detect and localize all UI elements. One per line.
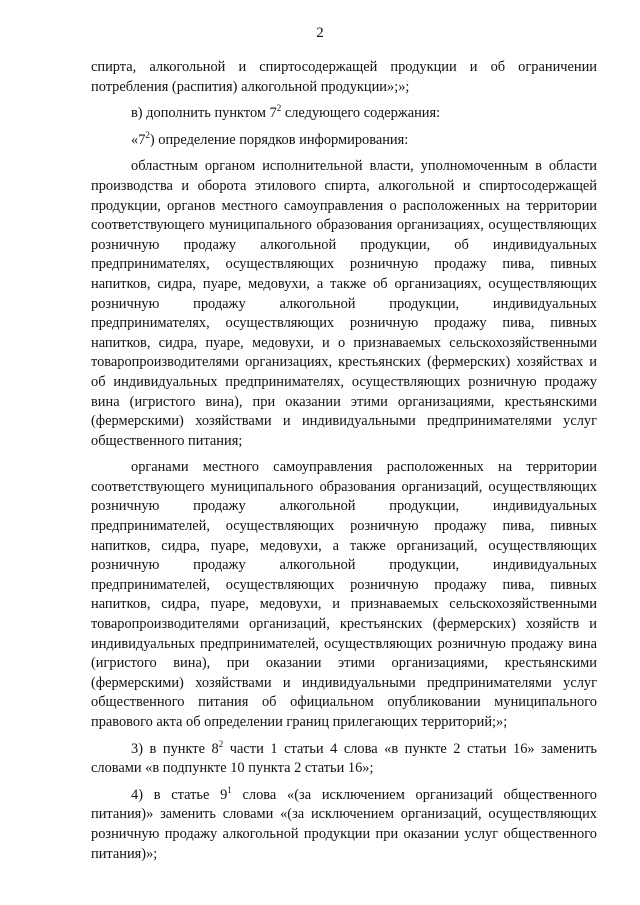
paragraph-local-government: органами местного самоуправления расположенных на территории соответствующего муниципального образования организаций, осуществляющих розничную продажу алкогольной продукции, индивидуальных предпринимателей, осуществляющих розничную продажу пива, пивных напитков, сидра, пуаре, медовухи, а также организаций, осуществляющих розничную продажу алкогольной продукции, индивидуальных предпринимателей, осуществляющих розничную продажу пива, пивных напитков, сидра, пуаре, медовухи, и признаваемых сельскохозяйственными товаропроизводителями организаций, крестьянских (фермерских) хозяйств и индивидуальных предпринимателей, осуществляющих розничную продажу вина (игристого вина), при оказании этими организациями, крестьянскими (фермерскими) хозяйствами и индивидуальными предпринимателями услуг общественного питания об официальном опубликовании муниципального правового акта об определении границ прилегающих территорий;»; xyxy=(91,459,597,730)
paragraph-text: 3) в пункте 8 xyxy=(131,740,219,757)
paragraph-text: в) дополнить пунктом 7 xyxy=(131,105,277,122)
paragraph-item-7-2 xyxy=(91,131,597,151)
paragraph-text: «7 xyxy=(131,131,146,148)
page-number: 2 xyxy=(316,25,324,41)
paragraph-item-3 xyxy=(91,740,597,779)
paragraph-text: части 1 статьи 4 слова «в пункте 2 статьи 16» заменить словами «в подпункте 10 пункта 2 статьи 16»; xyxy=(91,740,597,777)
paragraph-text: слова «(за исключением организаций общественного питания)» заменить словами «(за исключением организаций, осуществляющих розничную продажу алкогольной продукции при оказании услуг общественного питания)»; xyxy=(91,786,597,862)
document-body xyxy=(91,58,597,871)
paragraph-text: следующего содержания: xyxy=(281,105,441,122)
paragraph-item-4 xyxy=(91,786,597,864)
paragraph-regional-authority: областным органом исполнительной власти, уполномоченным в области производства и оборота этилового спирта, алкогольной и спиртосодержащей продукции, органов местного самоуправления о расположенных на территории соответствующего муниципального образования организациях, осуществляющих розничную продажу алкогольной продукции, об индивидуальных предпринимателях, осуществляющих розничную продажу пива, пивных напитков, сидра, пуаре, медовухи, а также об организациях, осуществляющих розничную продажу алкогольной продукции, индивидуальных предпринимателях, осуществляющих розничную продажу пива, пивных напитков, сидра, пуаре, медовухи, и о признаваемых сельскохозяйственными товаропроизводителями организациях, крестьянских (фермерских) хозяйствах и об индивидуальных предпринимателях, осуществляющих розничную продажу вина (игристого вина), при оказании этими организациями, крестьянскими (фермерскими) хозяйствами и индивидуальными предпринимателями услуг общественного питания; xyxy=(91,158,597,449)
superscript: 1 xyxy=(227,784,232,795)
superscript: 2 xyxy=(218,738,224,749)
paragraph-text: ) определение порядков информирования: xyxy=(149,131,409,148)
superscript: 2 xyxy=(276,103,282,114)
superscript: 2 xyxy=(145,129,150,140)
paragraph-amendment-v xyxy=(91,104,597,124)
paragraph-text: 4) в статье 9 xyxy=(131,786,228,803)
paragraph-continuation: спирта, алкогольной и спиртосодержащей продукции и об ограничении потребления (распития) алкогольной продукции»;»; xyxy=(91,59,597,95)
